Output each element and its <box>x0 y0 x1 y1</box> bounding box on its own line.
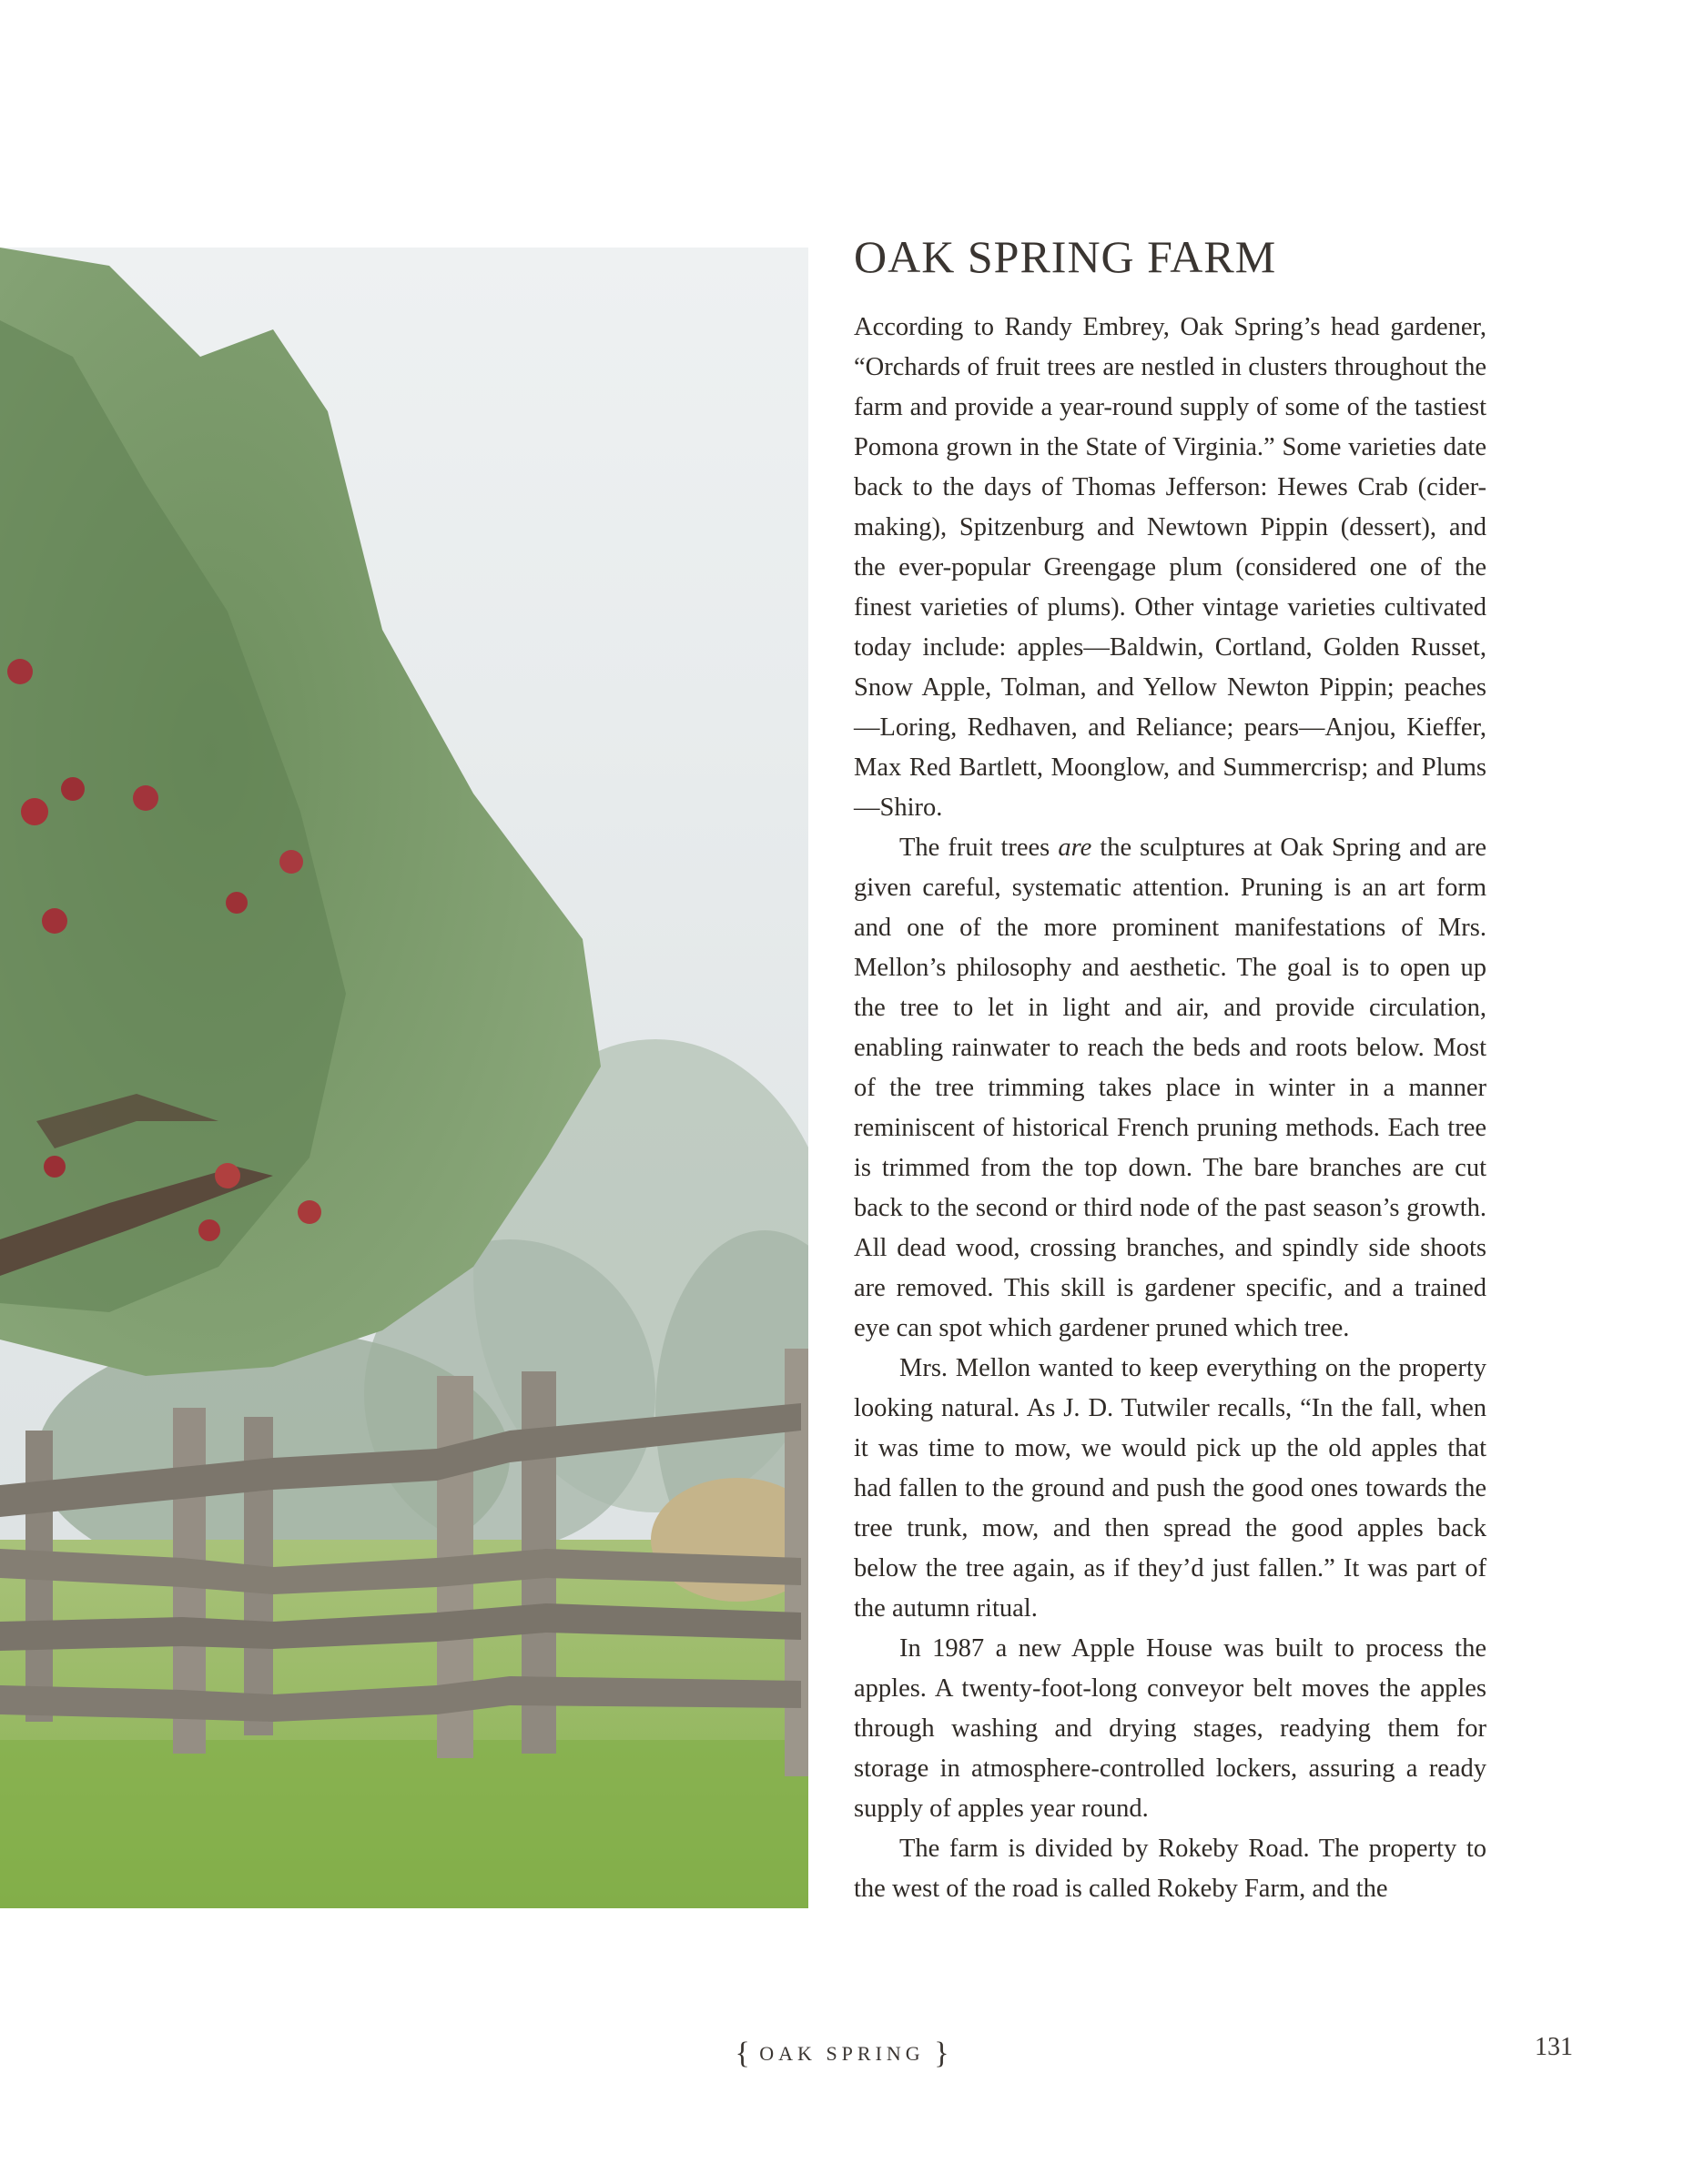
running-title: OAK SPRING <box>759 2042 925 2065</box>
paragraph: The farm is divided by Rokeby Road. The property to the west of the road is called Rokeby Farm, and the <box>854 1835 1486 1903</box>
text-column <box>854 232 1486 1909</box>
running-footer <box>0 2037 1684 2071</box>
paragraph <box>854 828 1486 1349</box>
paragraph: Mrs. Mellon wanted to keep everything on the property looking natural. As J. D. Tutwiler recalls, “In the fall, when it was time to mow, we would pick up the old apples that had fallen to the ground and push the good ones towards the tree trunk, mow, and then spread the good apples back below the tree again, as if they’d just fallen.” It was part of the autumn ritual. <box>854 1354 1486 1623</box>
paragraph: According to Randy Embrey, Oak Spring’s head gardener, “Orchards of fruit trees are nestled in clusters throughout the farm and provide a year-round supply of some of the tastiest Pomona grown in the State of Virginia.” Some varieties date back to the days of Thomas Jefferson: Hewes Crab (cider-making), Spitzenburg and Newtown Pippin (dessert), and the ever-popular Greengage plum (considered one of the finest varieties of plums). Other vintage varieties cultivated today include: apples—Baldwin, Cortland, Golden Russet, Snow Apple, Tolman, and Yellow Newton Pippin; peaches—Loring, Redhaven, and Reliance; pears—Anjou, Kieffer, Max Red Bartlett, Moonglow, and Summercrisp; and Plums—Shiro. <box>854 313 1486 822</box>
paragraph-text: the sculptures at Oak Spring and are given careful, systematic attention. Pruning is an art form and one of the more prominent manifestations of Mrs. Mellon’s philosophy and aesthetic. The goal is to open up the tree to let in light and air, and provide circulation, enabling rainwater to reach the beds and roots below. Most of the tree trimming takes place in winter in a manner reminiscent of historical French pruning methods. Each tree is trimmed from the top down. The bare branches are cut back to the second or third node of the past season’s growth. All dead wood, crossing branches, and spindly side shoots are removed. This skill is gardener specific, and a trained eye can spot which gardener pruned which tree. <box>854 834 1486 1342</box>
paragraph-text: The fruit trees <box>899 834 1059 862</box>
page-number: 131 <box>1535 2033 1573 2061</box>
section-title: OAK SPRING FARM <box>854 231 1277 282</box>
brace-close: } <box>934 2037 949 2070</box>
emphasis-text: are <box>1058 834 1092 862</box>
paragraph: In 1987 a new Apple House was built to process the apples. A twenty-foot-long conveyor belt moves the apples through washing and drying stages, readying them for storage in atmosphere-controlled lockers, assuring a ready supply of apples year round. <box>854 1634 1486 1823</box>
brace-open: { <box>735 2037 750 2070</box>
orchard-photo <box>0 248 808 1908</box>
body-text <box>854 308 1486 1909</box>
